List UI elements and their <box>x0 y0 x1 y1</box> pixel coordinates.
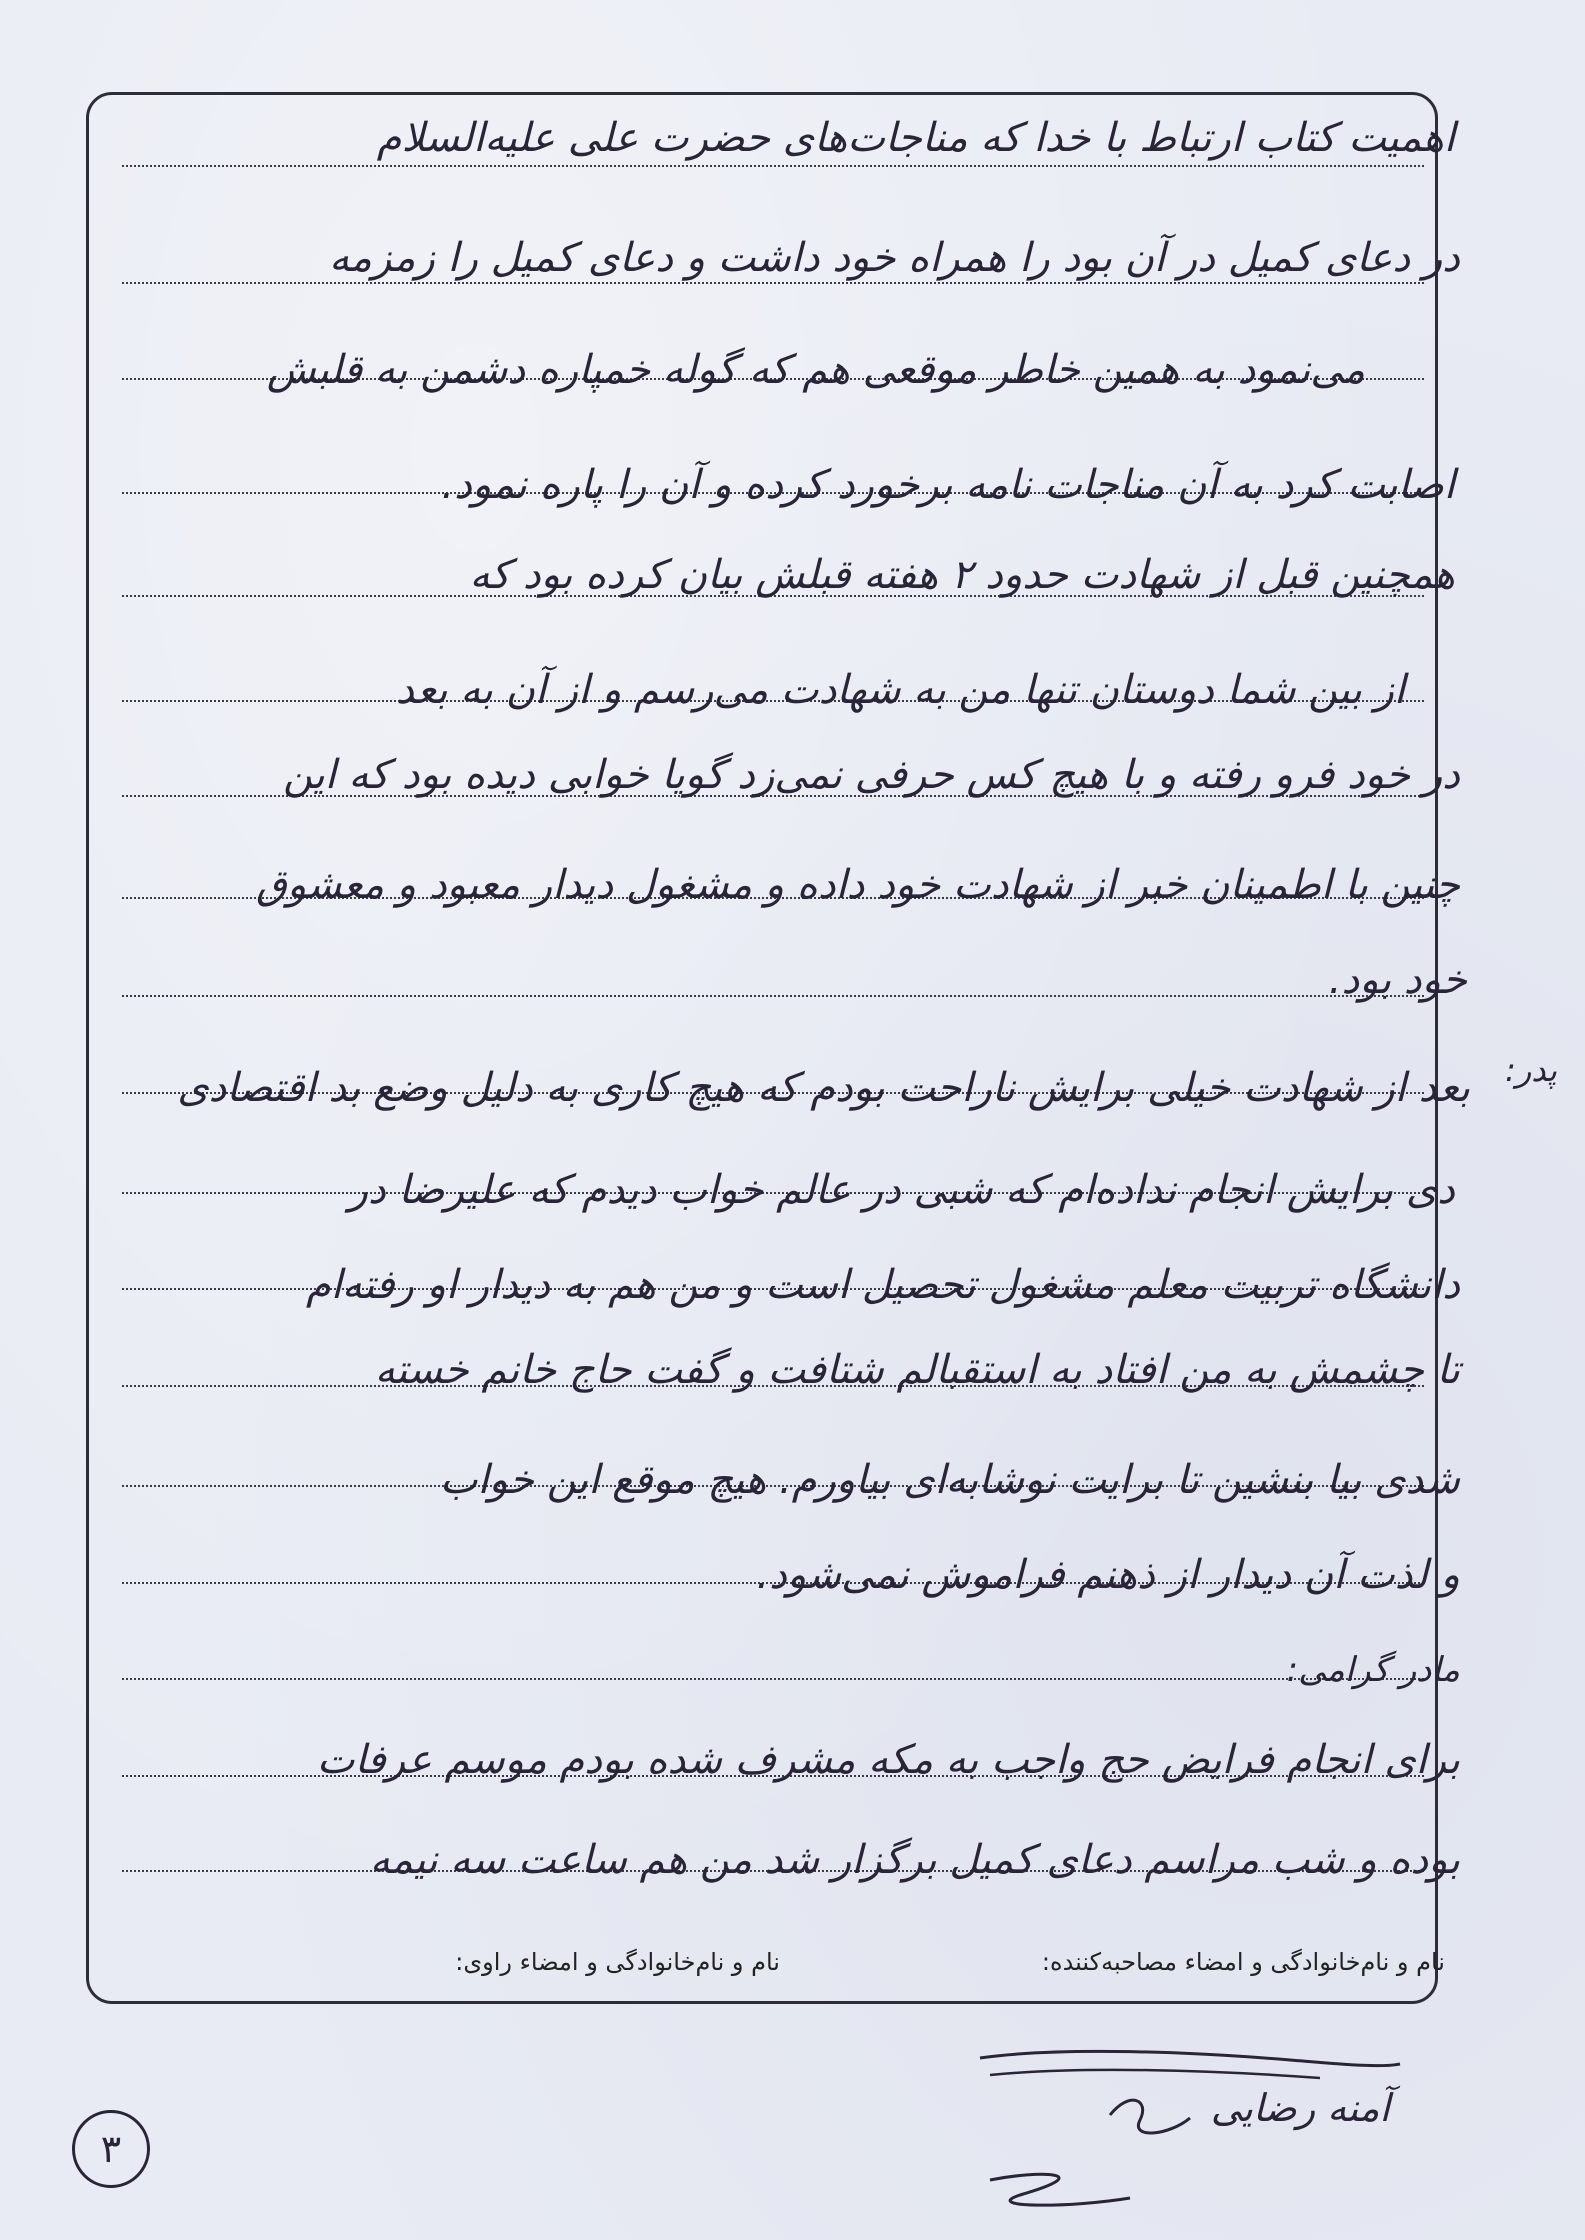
text-line-12: دانشگاه تربیت معلم مشغول تحصیل است و من هم به دیدار او رفته‌ام <box>306 1262 1460 1308</box>
handwritten-signature <box>960 2030 1420 2230</box>
page-number: ۳ <box>72 2110 150 2188</box>
ruled-line <box>122 1678 1424 1680</box>
text-line-4: اصابت کرد به آن مناجات نامه برخورد کرده و آن را پاره نمود. <box>441 462 1455 508</box>
text-line-1: اهمیت کتاب ارتباط با خدا که مناجات‌های حضرت علی علیه‌السلام <box>376 115 1455 161</box>
text-line-5: همچنین قبل از شهادت حدود ۲ هفته قبلش بیان کرده بود که <box>469 552 1455 598</box>
text-line-2: در دعای کمیل در آن بود را همراه خود داشت و دعای کمیل را زمزمه <box>329 235 1460 281</box>
interviewer-signature-label: نام و نام‌خانوادگی و امضاء مصاحبه‌کننده: <box>1041 1948 1445 1976</box>
text-line-6: از بین شما دوستان تنها من به شهادت می‌رسم و از آن به بعد <box>396 667 1405 713</box>
text-line-10: بعد از شهادت خیلی برایش ناراحت بودم که هیچ کاری به دلیل وضع بد اقتصادی <box>177 1065 1470 1111</box>
text-line-17: بوده و شب مراسم دعای کمیل برگزار شد من هم ساعت سه نیمه <box>369 1837 1460 1883</box>
signature-name: آمنه رضایی <box>1210 2086 1390 2130</box>
text-line-9: خود بود. <box>1328 957 1467 1003</box>
text-line-7: در خود فرو رفته و با هیچ کس حرفی نمی‌زد گویا خوابی دیده بود که این <box>283 752 1460 798</box>
ruled-line <box>122 995 1424 997</box>
section-heading-mother: مادر گرامی: <box>1286 1650 1460 1690</box>
margin-note: پدر: <box>1505 1051 1557 1089</box>
text-line-3: می‌نمود به همین خاطر موقعی هم که گوله خمپاره دشمن به قلبش <box>266 347 1365 393</box>
text-line-16: برای انجام فرایض حج واجب به مکه مشرف شده بودم موسم عرفات <box>316 1737 1460 1783</box>
text-line-8: چنین با اطمینان خبر از شهادت خود داده و مشغول دیدار معبود و معشوق <box>255 862 1460 908</box>
text-line-13: تا چشمش به من افتاد به استقبالم شتافت و گفت حاج خانم خسته <box>374 1347 1460 1393</box>
text-line-14: شدی بیا بنشین تا برایت نوشابه‌ای بیاورم. هیچ موقع این خواب <box>439 1457 1460 1503</box>
text-line-15: و لذت آن دیدار از ذهنم فراموش نمی‌شود. <box>756 1552 1460 1598</box>
text-line-11: دی برایش انجام نداده‌ام که شبی در عالم خواب دیدم که علیرضا در <box>348 1167 1455 1213</box>
narrator-signature-label: نام و نام‌خانوادگی و امضاء راوی: <box>455 1948 780 1976</box>
